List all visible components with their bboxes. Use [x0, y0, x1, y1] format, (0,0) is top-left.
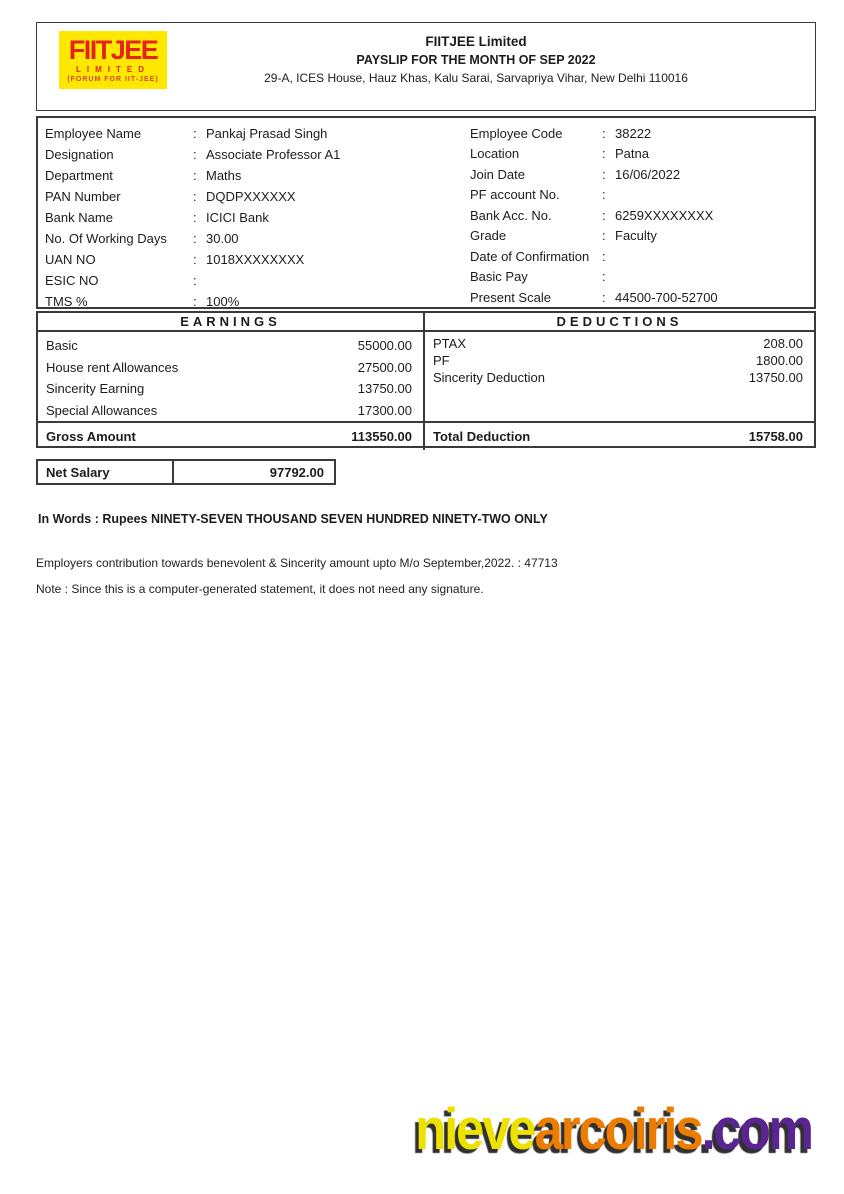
field-label: TMS % [45, 294, 88, 309]
field-bank-name [45, 207, 445, 228]
field-label: Basic Pay [470, 269, 528, 285]
deduction-amount: 13750.00 [748, 370, 803, 385]
earning-amount: 55000.00 [357, 338, 412, 354]
field-join-date [470, 164, 815, 185]
watermark-part-com: .com [701, 1097, 812, 1162]
field-label: PAN Number [45, 189, 121, 204]
gross-amount-row [38, 421, 423, 450]
field-value: 16/06/2022 [615, 166, 681, 182]
earning-amount: 13750.00 [357, 381, 412, 397]
colon-separator: : [193, 273, 197, 288]
earning-row [38, 357, 423, 379]
deduction-amount: 1800.00 [756, 353, 803, 368]
field-present-scale [470, 287, 815, 308]
colon-separator: : [602, 187, 606, 203]
colon-separator: : [602, 269, 606, 285]
field-label: Bank Acc. No. [470, 207, 552, 223]
field-label: Grade [470, 228, 507, 244]
gross-amount-label: Gross Amount [46, 429, 136, 444]
field-tms-percent [45, 291, 445, 312]
deductions-header: DEDUCTIONS [423, 313, 814, 332]
deduction-label: Sincerity Deduction [433, 370, 545, 385]
earning-row [38, 400, 423, 422]
field-label: Bank Name [45, 210, 113, 225]
earning-row [38, 378, 423, 400]
colon-separator: : [193, 231, 197, 246]
gross-amount-value: 113550.00 [351, 429, 412, 444]
field-employee-code [470, 123, 815, 144]
earning-label: Basic [46, 338, 78, 354]
total-deduction-value: 15758.00 [748, 429, 803, 444]
field-value: 30.00 [206, 231, 239, 246]
field-pf-account-no [470, 185, 815, 206]
field-label: UAN NO [45, 252, 96, 267]
colon-separator: : [193, 147, 197, 162]
total-deduction-row [423, 421, 814, 450]
net-salary-value: 97792.00 [269, 464, 324, 480]
earning-label: House rent Allowances [46, 359, 179, 375]
field-department [45, 165, 445, 186]
employers-contribution-note: Employers contribution towards benevolent & Sincerity amount upto M/o September,2022. : 47713 [36, 556, 558, 570]
deduction-label: PTAX [433, 336, 466, 351]
field-value: Patna [615, 146, 649, 162]
earning-row [38, 335, 423, 357]
employee-info-section [36, 116, 816, 309]
earning-amount: 17300.00 [357, 402, 412, 418]
earnings-deductions-table [36, 311, 816, 448]
field-employee-name [45, 123, 445, 144]
deduction-row [425, 335, 814, 352]
field-value: 100% [206, 294, 240, 309]
logo-forum-text: (FORUM FOR IIT-JEE) [67, 76, 159, 83]
site-watermark [415, 1097, 812, 1162]
colon-separator: : [193, 294, 197, 309]
earning-label: Special Allowances [46, 402, 158, 418]
deductions-body [423, 332, 814, 421]
field-value: ICICI Bank [206, 210, 269, 225]
field-value: DQDPXXXXXX [206, 189, 296, 204]
field-value: 44500-700-52700 [615, 289, 718, 305]
colon-separator: : [602, 289, 606, 305]
net-salary-label: Net Salary [38, 461, 174, 483]
field-label: Employee Name [45, 126, 142, 141]
field-label: Designation [45, 147, 114, 162]
watermark-part-arcoiris: arcoiris [534, 1097, 702, 1162]
earning-amount: 27500.00 [357, 359, 412, 375]
colon-separator: : [602, 228, 606, 244]
field-value: 1018XXXXXXXX [206, 252, 305, 267]
field-value: Pankaj Prasad Singh [206, 126, 328, 141]
employee-info-right-column [470, 123, 815, 308]
colon-separator: : [193, 189, 197, 204]
field-grade [470, 226, 815, 247]
field-uan-no [45, 249, 445, 270]
colon-separator: : [193, 210, 197, 225]
colon-separator: : [193, 252, 197, 267]
header-text-block [167, 34, 785, 86]
earnings-header: EARNINGS [38, 313, 423, 332]
field-label: Employee Code [470, 125, 563, 141]
net-salary-box [36, 459, 336, 485]
field-label: Date of Confirmation [470, 248, 590, 264]
logo-limited-text: LIMITED [76, 65, 150, 74]
colon-separator: : [193, 168, 197, 183]
field-label: Join Date [470, 166, 525, 182]
field-value: Faculty [615, 228, 657, 244]
fiitjee-logo [59, 31, 167, 89]
field-label: ESIC NO [45, 273, 99, 288]
field-value: 38222 [615, 125, 652, 141]
field-esic-no [45, 270, 445, 291]
deduction-label: PF [433, 353, 450, 368]
company-address: 29-A, ICES House, Hauz Khas, Kalu Sarai, Sarvapriya Vihar, New Delhi 110016 [264, 71, 688, 85]
field-location [470, 144, 815, 165]
colon-separator: : [193, 126, 197, 141]
logo-wordmark: FIITJEE [68, 35, 158, 65]
field-pan-number [45, 186, 445, 207]
payslip-header [36, 22, 816, 111]
field-value: 6259XXXXXXXX [615, 207, 714, 223]
colon-separator: : [602, 125, 606, 141]
field-label: PF account No. [470, 187, 560, 203]
earning-label: Sincerity Earning [46, 381, 145, 397]
field-label: No. Of Working Days [45, 231, 167, 246]
field-working-days [45, 228, 445, 249]
field-bank-acc-no [470, 205, 815, 226]
signature-note: Note : Since this is a computer-generated statement, it does not need any signature. [36, 582, 484, 596]
colon-separator: : [602, 248, 606, 264]
watermark-part-nieve: nieve [415, 1097, 535, 1162]
colon-separator: : [602, 166, 606, 182]
field-value: Associate Professor A1 [206, 147, 341, 162]
field-label: Department [45, 168, 113, 183]
field-basic-pay [470, 267, 815, 288]
employee-info-left-column [45, 123, 445, 312]
colon-separator: : [602, 146, 606, 162]
field-designation [45, 144, 445, 165]
earnings-body [38, 332, 423, 421]
company-name: FIITJEE Limited [425, 34, 527, 49]
deduction-row [425, 352, 814, 369]
colon-separator: : [602, 207, 606, 223]
field-label: Present Scale [470, 289, 551, 305]
deduction-amount: 208.00 [763, 336, 803, 351]
amount-in-words: In Words : Rupees NINETY-SEVEN THOUSAND SEVEN HUNDRED NINETY-TWO ONLY [38, 512, 548, 526]
total-deduction-label: Total Deduction [433, 429, 531, 444]
field-date-of-confirmation [470, 246, 815, 267]
payslip-title: PAYSLIP FOR THE MONTH OF SEP 2022 [356, 53, 596, 67]
field-value: Maths [206, 168, 242, 183]
field-label: Location [470, 146, 520, 162]
deduction-row [425, 369, 814, 386]
